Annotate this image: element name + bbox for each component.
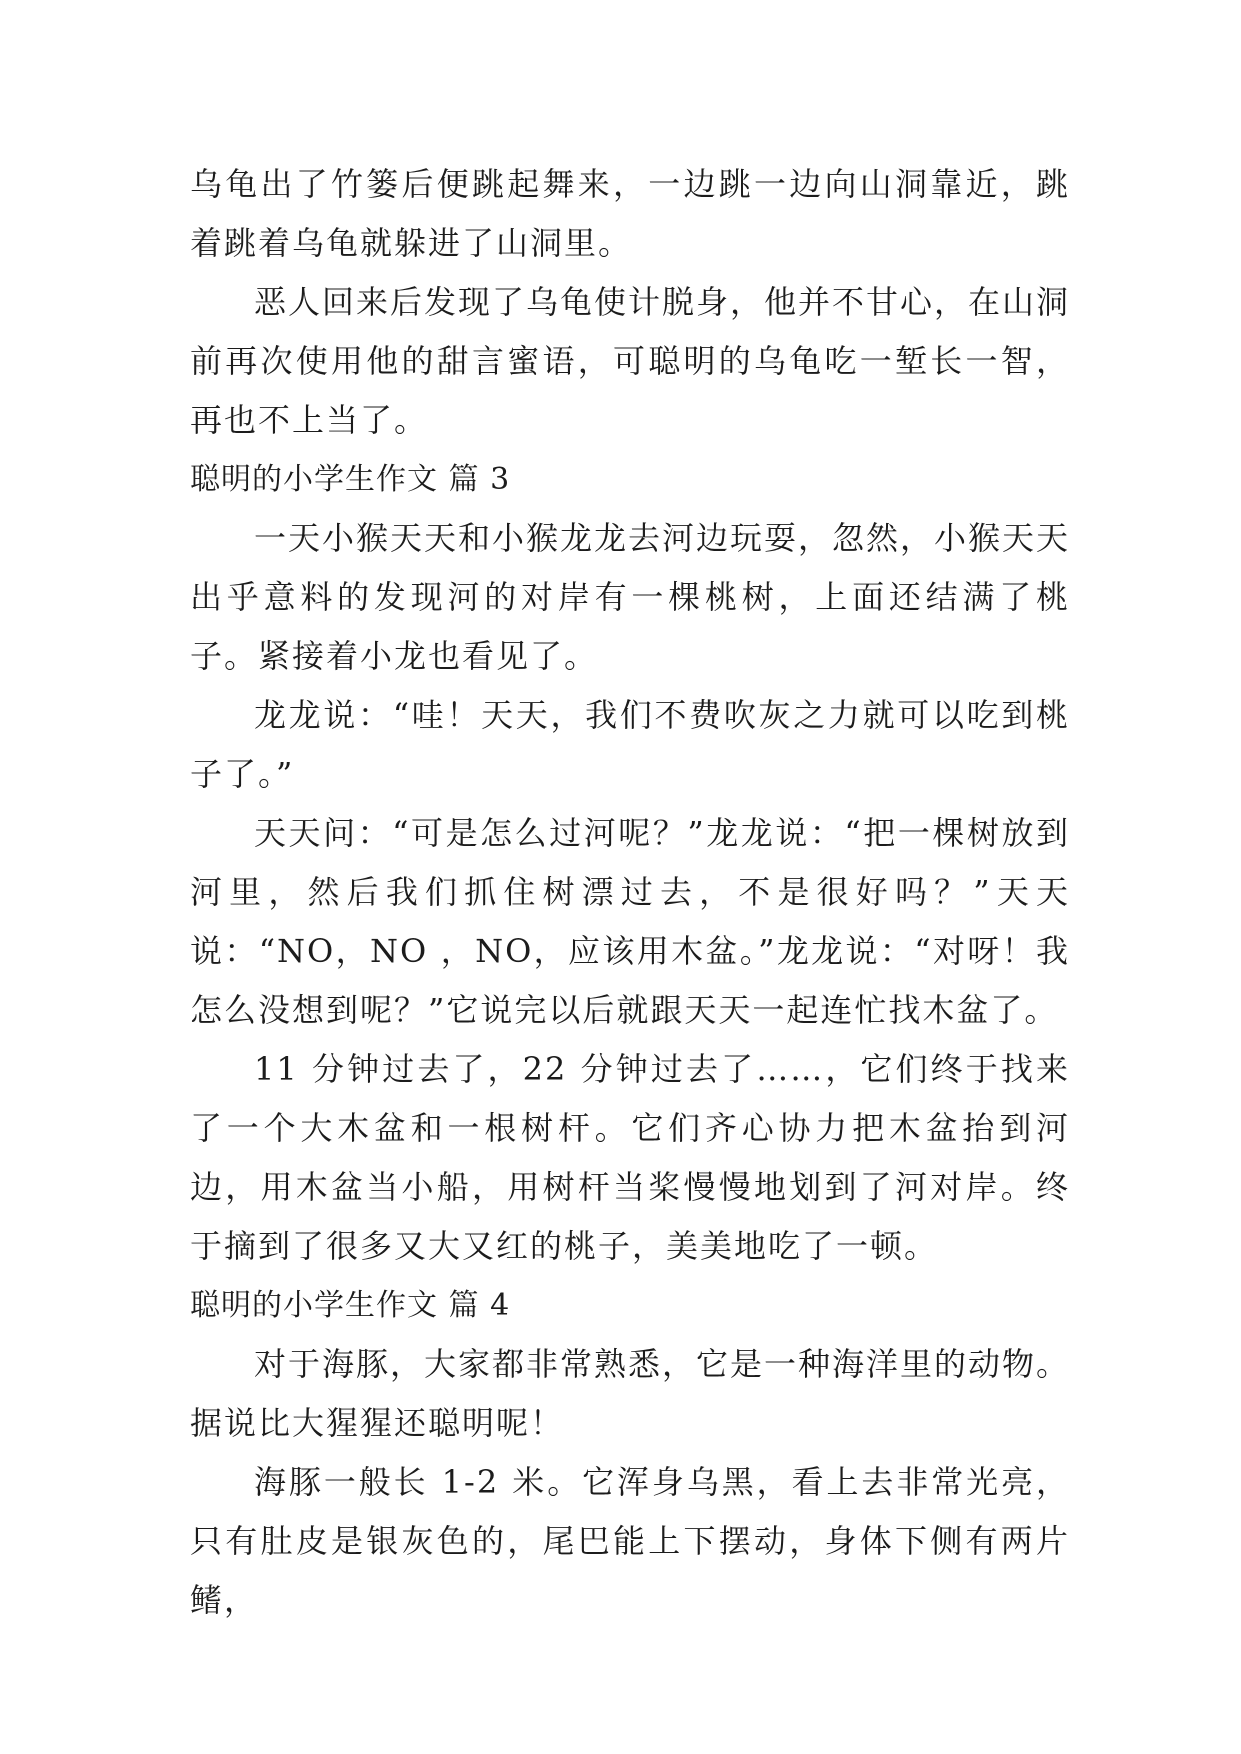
paragraph-villain-returns: 恶人回来后发现了乌龟使计脱身，他并不甘心，在山洞前再次使用他的甜言蜜语，可聪明的乌龟吃一堑长一智，再也不上当了。 xyxy=(190,283,1071,439)
paragraph-how-to-cross: 天天问：“可是怎么过河呢？”龙龙说：“把一棵树放到河里，然后我们抓住树漂过去，不是很好吗？”天天说：“NO，NO ，NO，应该用木盆。”龙龙说：“对呀！我怎么没想到呢？”它说完以后就跟天天一起连忙找木盆了。 xyxy=(190,814,1070,1029)
paragraph-turtle-escape: 乌龟出了竹篓后便跳起舞来，一边跳一边向山洞靠近，跳着跳着乌龟就躲进了山洞里。 xyxy=(190,165,1070,262)
paragraph-wooden-basin: 11 分钟过去了，22 分钟过去了……，它们终于找来了一个大木盆和一根树杆。它们齐心协力把木盆抬到河边，用木盆当小船，用树杆当桨慢慢地划到了河对岸。终于摘到了很多又大又红的桃子，美美地吃了一顿。 xyxy=(190,1050,1070,1265)
paragraph-dolphin-description: 海豚一般长 1-2 米。它浑身乌黑，看上去非常光亮，只有肚皮是银灰色的，尾巴能上下摆动，身体下侧有两片鳍， xyxy=(190,1463,1070,1619)
paragraph-dolphin-intro: 对于海豚，大家都非常熟悉，它是一种海洋里的动物。据说比大猩猩还聪明呢！ xyxy=(190,1345,1071,1442)
article-body xyxy=(190,155,1070,1630)
section-3-title: 聪明的小学生作文 篇 3 xyxy=(190,462,511,497)
paragraph-longlong-says: 龙龙说：“哇！天天，我们不费吹灰之力就可以吃到桃子了。” xyxy=(190,696,1070,793)
paragraph-monkeys-peach-tree: 一天小猴天天和小猴龙龙去河边玩耍，忽然，小猴天天出乎意料的发现河的对岸有一棵桃树，上面还结满了桃子。紧接着小龙也看见了。 xyxy=(190,519,1071,675)
section-4-title: 聪明的小学生作文 篇 4 xyxy=(190,1288,511,1323)
